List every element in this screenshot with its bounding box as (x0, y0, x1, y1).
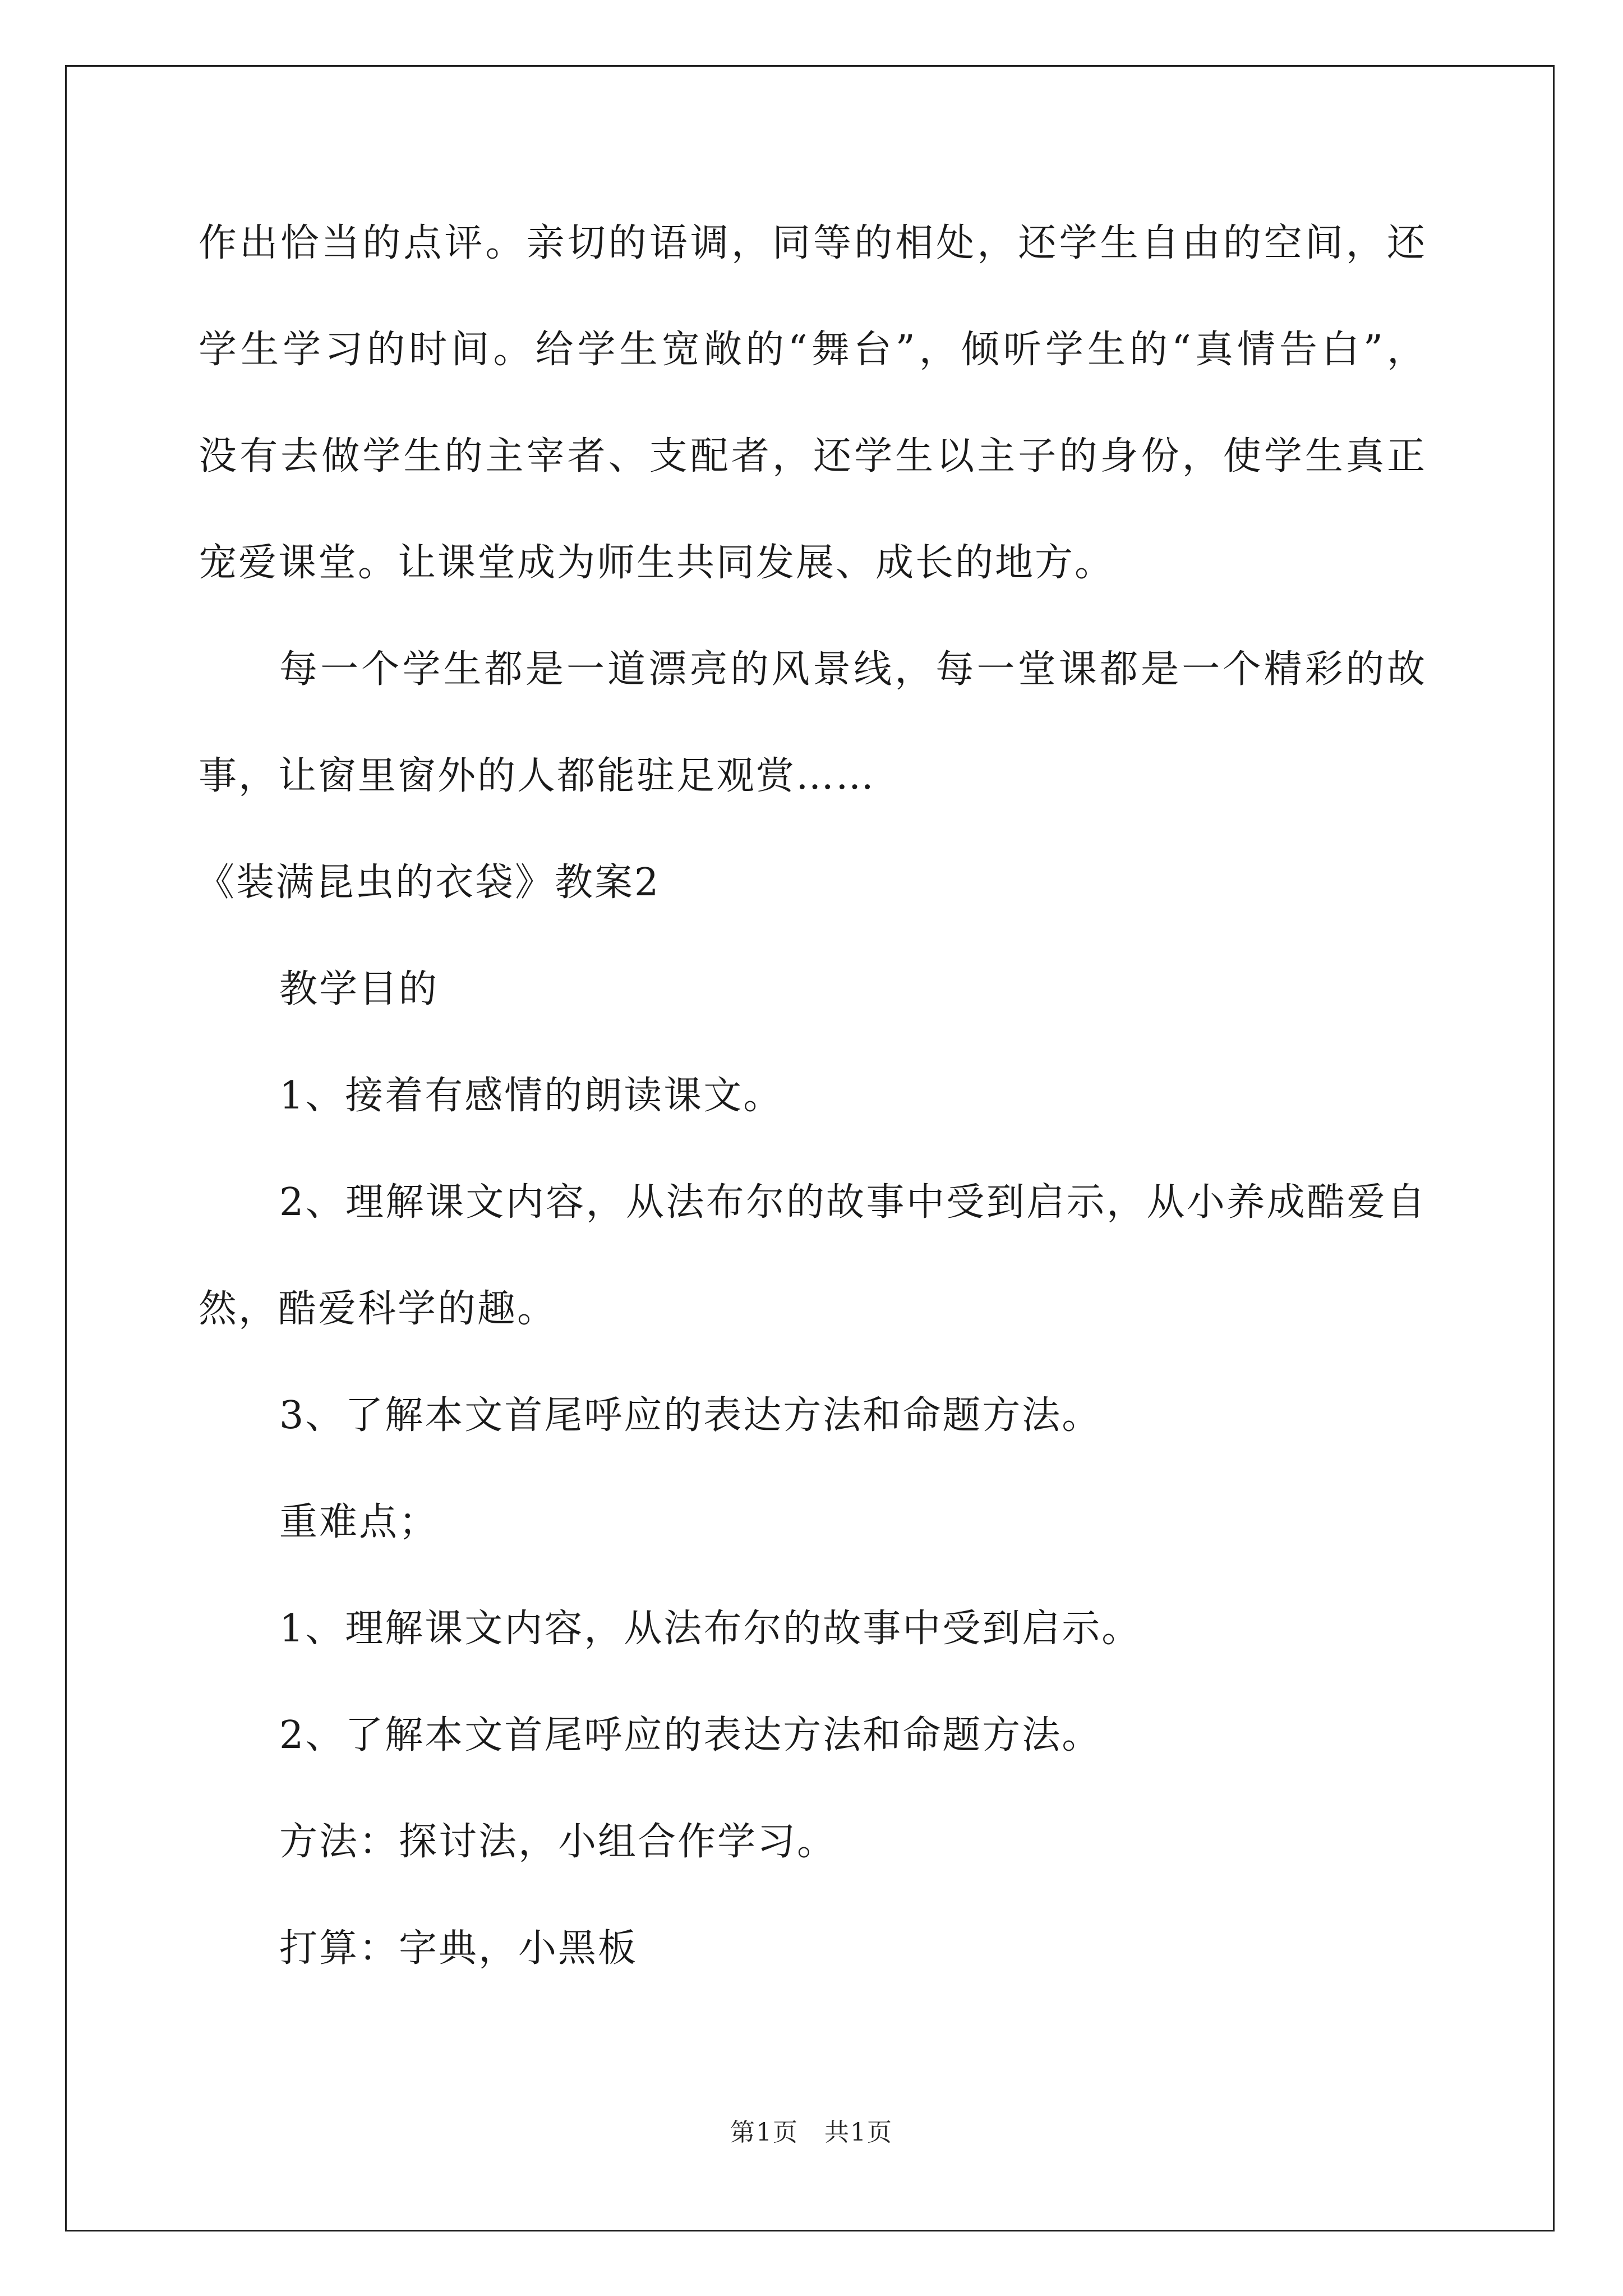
key-point-1: 1、理解课文内容，从法布尔的故事中受到启示。 (279, 1607, 1142, 1651)
key-point-2: 2、了解本文首尾呼应的表达方法和命题方法。 (279, 1713, 1102, 1757)
objective-3: 3、了解本文首尾呼应的表达方法和命题方法。 (279, 1393, 1102, 1438)
paragraph-2-line-1: 每一个学生都是一道漂亮的风景线，每一堂课都是一个精彩的故 (279, 647, 1427, 692)
page-number-footer: 第1页 共1页 (730, 2118, 893, 2147)
paragraph-1-line-4: 宠爱课堂。让课堂成为师生共同发展、成长的地方。 (199, 541, 1115, 585)
objectives-heading: 教学目的 (279, 967, 439, 1011)
paragraph-1-line-2: 学生学习的时间。给学生宽敞的“舞台”，倾听学生的“真情告白”， (199, 328, 1427, 372)
page-border (65, 65, 1555, 2231)
objective-2-line-2: 然，酷爱科学的趣。 (199, 1287, 557, 1331)
key-points-heading: 重难点； (279, 1500, 439, 1544)
paragraph-1-line-1: 作出恰当的点评。亲切的语调，同等的相处，还学生自由的空间，还 (199, 221, 1427, 265)
paragraph-2-line-2: 事，让窗里窗外的人都能驻足观赏…… (199, 754, 876, 798)
paragraph-1-line-3: 没有去做学生的主宰者、支配者，还学生以主子的身份，使学生真正 (199, 434, 1427, 478)
objective-1: 1、接着有感情的朗读课文。 (279, 1074, 783, 1118)
objective-2-line-1: 2、理解课文内容，从法布尔的故事中受到启示，从小养成酷爱自 (279, 1180, 1427, 1225)
method-line: 方法：探讨法，小组合作学习。 (279, 1820, 837, 1864)
preparation-line: 打算：字典，小黑板 (279, 1926, 638, 1971)
section-title: 《装满昆虫的衣袋》教案2 (196, 861, 661, 905)
